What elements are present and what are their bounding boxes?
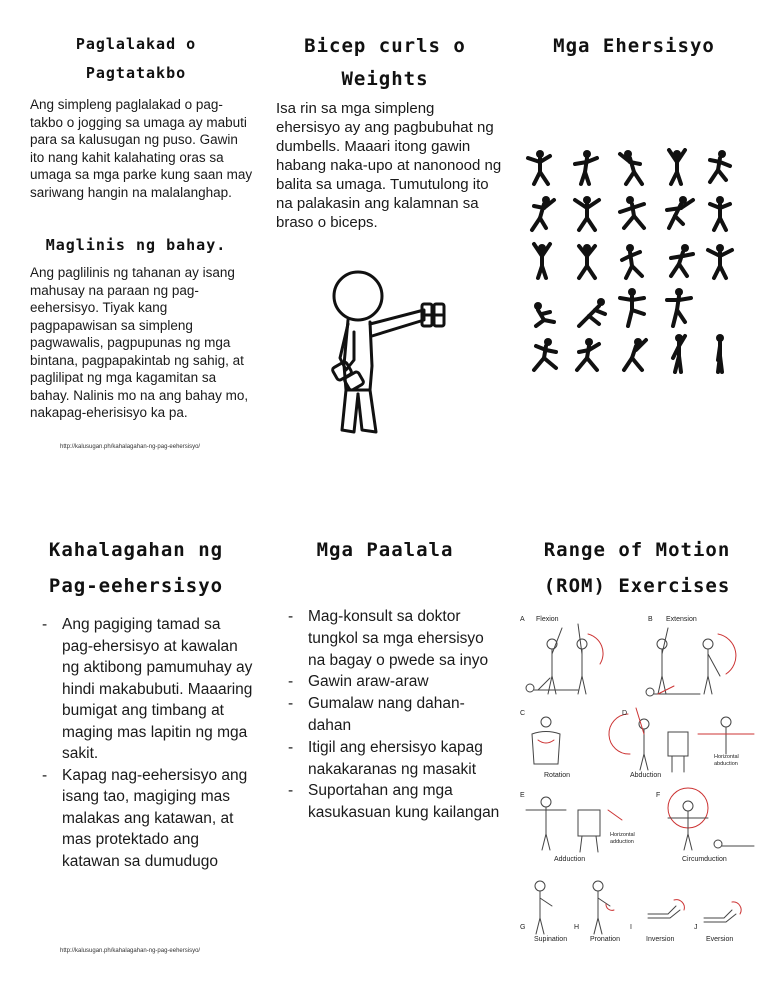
rom-label-adduction: Adduction — [554, 856, 586, 863]
source-link-top: http://kalusugan.ph/kahalagahan-ng-pag-eehersisyo/ — [60, 444, 201, 450]
panel-exercises — [514, 30, 754, 430]
rom-letter-j: J — [694, 924, 698, 931]
panel-bicep-title-line2: Weights — [341, 68, 429, 90]
panel-cleaning-body: Ang paglilinis ng tahanan ay isang mahusay na paraan ng pag-eehersisyo. Tiyak kang pagpapawisan sa simpleng pagwawalis, pagpupunas ng mga bintana, pagpapakintab ng sahig, at paglilipat ng mga kagamitan sa bahay. Nalinis mo na ang bahay mo, nakapag-eherisisyo ka pa. — [30, 265, 249, 420]
panel-bicep-title — [270, 30, 500, 96]
panel-reminders-list — [288, 606, 500, 824]
panel-rom-title-line1: Range of Motion — [543, 539, 731, 561]
panel-reminders-title: Mga Paalala — [316, 539, 454, 561]
panel-bicep-body: Isa rin sa mga simpleng ehersisyo ay ang pagbubuhat ng dumbells. Maaari itong gawin habang naka-upo at nanonood ng balita sa umaga. Tumutulong ito na palakasin ang kalamnan sa braso o biceps. — [276, 100, 502, 231]
source-link-bottom: http://kalusugan.ph/kahalagahan-ng-pag-eehersisyo/ — [60, 948, 201, 954]
rom-label-pronation: Pronation — [590, 936, 620, 943]
rom-letter-e: E — [520, 792, 525, 799]
panel-walking — [18, 30, 254, 460]
rom-label-circumduction: Circumduction — [682, 856, 727, 863]
rom-letter-i: I — [630, 924, 632, 931]
list-item: - Mag-konsult sa doktor tungkol sa mga ehersisyo na bagay o pwede sa inyo — [288, 606, 500, 671]
dumbbell-figure-icon — [326, 270, 476, 442]
rom-label-flexion: Flexion — [536, 616, 559, 623]
panel-rom-title — [514, 532, 760, 604]
rom-letter-d: D — [622, 710, 628, 717]
rom-label-inversion: Inversion — [646, 936, 675, 943]
panel-importance-title — [18, 532, 254, 604]
rom-letter-a: A — [520, 616, 525, 623]
rom-label-abduction: Abduction — [630, 772, 662, 779]
panel-walking-body: Ang simpleng paglalakad o pag-takbo o jogging sa umaga ay mabuti para sa kalusugan ng puso. Gawin ito nang kahit kalahating oras sa umaga sa mga parke kung saan may sariwang hangin na malalanghap. — [30, 97, 253, 200]
panel-bicep-title-line1: Bicep curls o — [304, 35, 466, 57]
list-item: - Itigil ang ehersisyo kapag nakakaranas ng masakit — [288, 737, 500, 781]
list-item: - Gumalaw nang dahan-dahan — [288, 693, 500, 737]
rom-letter-h: H — [574, 924, 580, 931]
rom-label-horizontal-abduction: Horizontal abduction — [714, 754, 739, 767]
rom-label-horizontal-adduction: Horizontal adduction — [610, 832, 635, 845]
rom-letter-c: C — [520, 710, 526, 717]
exercise-silhouettes-icon — [524, 148, 744, 380]
panel-reminders — [270, 532, 500, 872]
panel-walking-title-line1: Paglalakad o — [75, 35, 197, 53]
rom-label-rotation: Rotation — [544, 772, 571, 779]
rom-diagram — [518, 614, 756, 948]
list-item: - Kapag nag-eehersisyo ang isang tao, magiging mas malakas ang katawan, at mas protektado ang katawan sa dumudugo — [42, 765, 254, 873]
panel-importance — [18, 532, 254, 972]
panel-walking-title-line2: Pagtatakbo — [85, 64, 187, 82]
panel-walking-title — [18, 30, 254, 88]
list-item: - Suportahan ang mga kasukasuan kung kailangan — [288, 780, 500, 824]
panel-importance-title-line2: Pag-eehersisyo — [48, 575, 224, 597]
rom-label-extension: Extension — [666, 616, 697, 623]
panel-cleaning-subtitle: Maglinis ng bahay. — [45, 236, 227, 254]
rom-label-supination: Supination — [534, 936, 568, 943]
rom-label-eversion: Eversion — [706, 936, 734, 943]
rom-letter-g: G — [520, 924, 526, 931]
panel-importance-list — [42, 614, 254, 872]
rom-diagram-icon — [518, 614, 756, 948]
panel-bicep — [270, 30, 500, 450]
list-item: - Gawin araw-araw — [288, 671, 500, 693]
rom-letter-b: B — [648, 616, 653, 623]
rom-letter-f: F — [656, 792, 661, 799]
panel-importance-title-line1: Kahalagahan ng — [48, 539, 224, 561]
list-item: - Ang pagiging tamad sa pag-ehersisyo at kawalan ng aktibong pamumuhay ay hindi makabubuti. Maaaring bumigat ang timbang at maging mas lapitin ng mga sakit. — [42, 614, 254, 765]
panel-exercises-title: Mga Ehersisyo — [553, 35, 715, 57]
panel-rom — [514, 532, 760, 952]
panel-rom-title-line2: (ROM) Exercises — [543, 575, 731, 597]
